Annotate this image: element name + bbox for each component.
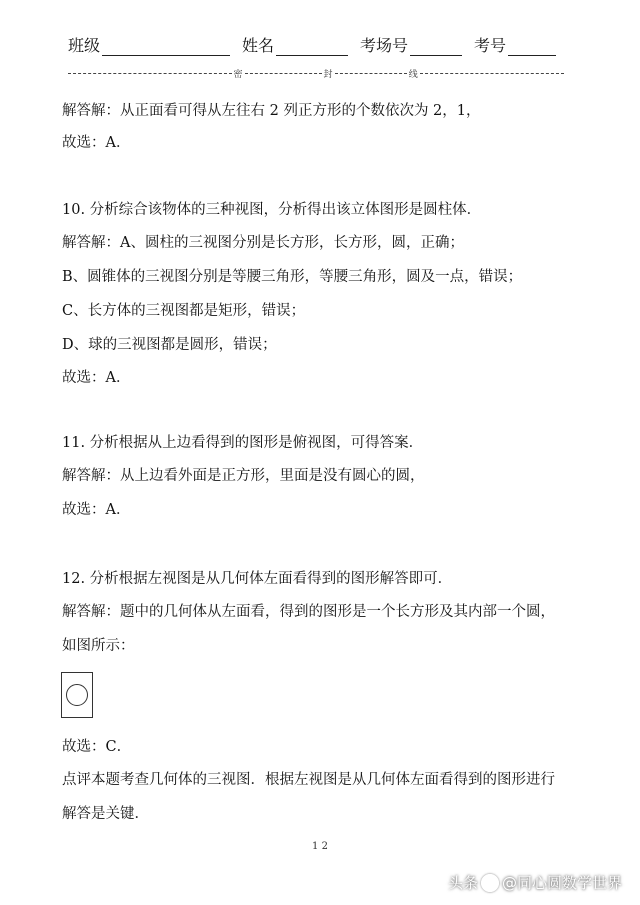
text-line: 解答解：从上边看外面是正方形，里面是没有圆心的圆， [62,468,425,484]
name-label: 姓名 [242,36,275,55]
class-blank [102,41,230,56]
room-label: 考场号 [360,36,409,55]
seal-line [68,67,564,79]
watermark [448,872,622,893]
class-field [68,33,230,56]
text-line: 11. 分析根据从上边看得到的图形是俯视图，可得答案． [62,435,424,451]
text-line: 解答解：A、圆柱的三视图分别是长方形，长方形，圆，正确； [62,235,464,251]
seal-char-2: 封 [323,69,333,80]
seal-char-3: 线 [408,69,418,80]
text-line: 故选：A． [62,502,131,518]
text-line: 故选：A． [62,370,131,386]
exam-no-blank [508,41,556,56]
text-line: 解答是关键． [62,806,149,822]
text-line: 如图所示： [62,638,135,654]
room-blank [410,41,462,56]
exam-no-field [474,33,556,56]
text-line: C、长方体的三视图都是矩形，错误； [62,303,306,319]
text-line: D、球的三视图都是圆形，错误； [62,337,277,353]
text-line: 12. 分析根据左视图是从几何体左面看得到的图形解答即可． [62,571,453,587]
class-label: 班级 [68,36,101,55]
circle-shape [66,684,88,706]
text-line: 解答解：从正面看可得从左往右 2 列正方形的个数依次为 2，1， [62,103,481,119]
text-line: 10. 分析综合该物体的三种视图，分析得出该立体图形是圆柱体． [62,202,482,218]
name-blank [276,41,348,56]
left-view-figure [61,672,93,718]
text-line: 故选：C． [62,739,132,755]
brand-logo-icon [481,874,499,892]
watermark-prefix: 头条 [447,874,478,892]
text-line: 解答解：题中的几何体从左面看，得到的图形是一个长方形及其内部一个圆， [62,604,555,620]
page-number: 1 2 [312,841,328,852]
name-field [242,33,348,56]
text-line: B、圆锥体的三视图分别是等腰三角形，等腰三角形，圆及一点，错误； [62,269,523,285]
room-field [360,33,462,56]
text-line: 点评本题考查几何体的三视图．根据左视图是从几何体左面看得到的图形进行 [62,772,555,788]
exam-no-label: 考号 [474,36,507,55]
watermark-brand: @同心圆数学世界 [501,874,622,892]
text-line: 故选：A． [62,135,131,151]
exam-header [68,33,578,56]
seal-char-1: 密 [233,69,243,80]
